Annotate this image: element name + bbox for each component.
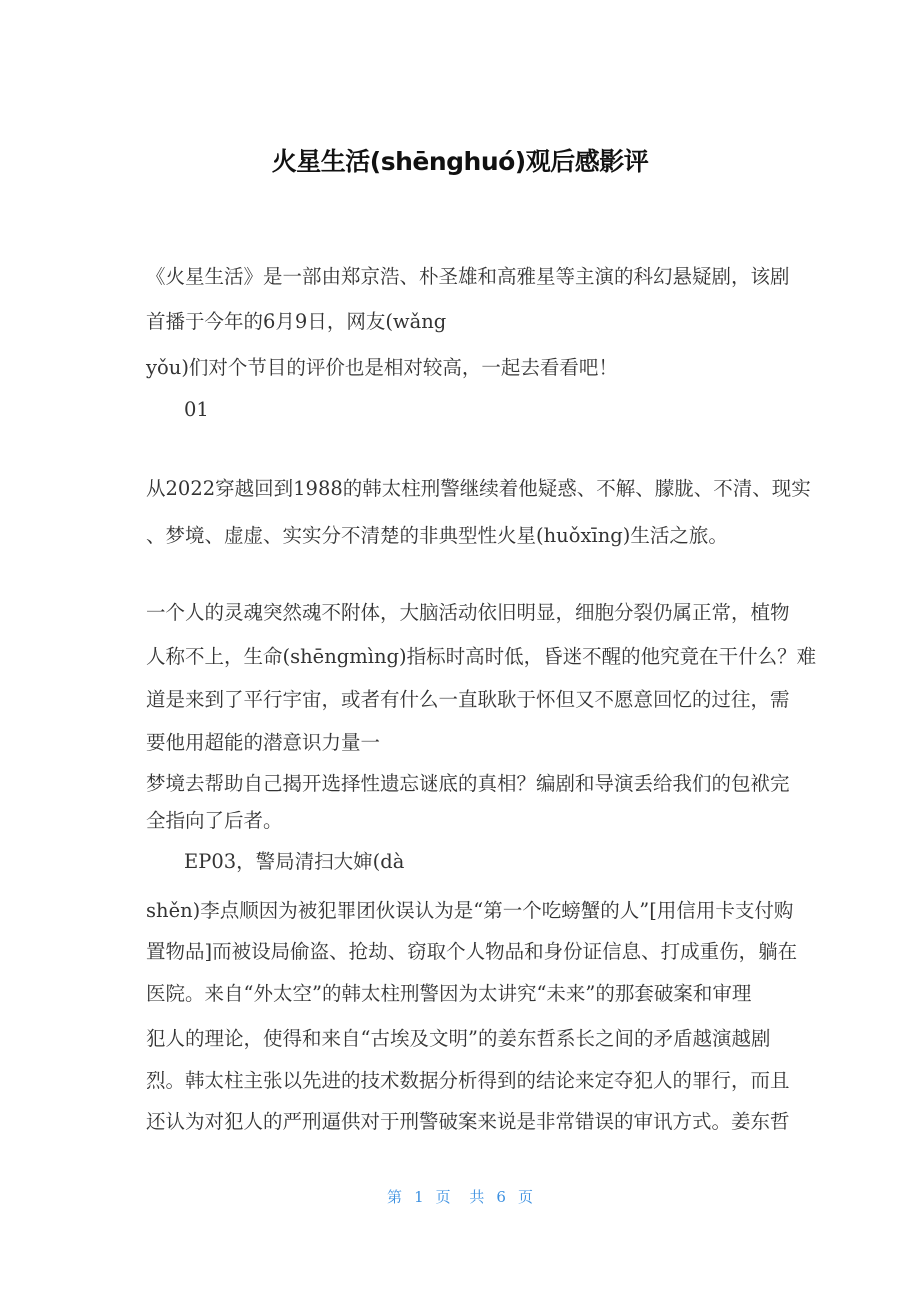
paragraph-line: 《火星生活》是一部由郑京浩、朴圣雄和高雅星等主演的科幻悬疑剧，该剧 [146, 265, 790, 288]
paragraph-line: 犯人的理论，使得和来自“古埃及文明”的姜东哲系长之间的矛盾越演越剧 [146, 1027, 771, 1050]
paragraph-line: 一个人的灵魂突然魂不附体，大脑活动依旧明显，细胞分裂仍属正常，植物 [146, 601, 790, 624]
paragraph-line: 人称不上，生命(shēngmìng)指标时高时低，昏迷不醒的他究竟在干什么？难 [146, 645, 817, 668]
document-title: 火星生活(shēnghuó)观后感影评 [271, 147, 649, 176]
paragraph-line: 烈。韩太柱主张以先进的技术数据分析得到的结论来定夺犯人的罪行，而且 [146, 1069, 790, 1092]
paragraph-line: 从2022穿越回到1988的韩太柱刑警继续着他疑惑、不解、朦胧、不清、现实 [146, 477, 811, 500]
page-footer [0, 1186, 920, 1207]
paragraph-line: 全指向了后者。 [146, 809, 283, 832]
footer-total-pages: 6 [496, 1188, 506, 1206]
paragraph-line: 医院。来自“外太空”的韩太柱刑警因为太讲究“未来”的那套破案和审理 [146, 982, 752, 1005]
paragraph-line: shěn)李点顺因为被犯罪团伙误认为是“第一个吃螃蟹的人”[用信用卡支付购 [146, 899, 794, 922]
paragraph-line: yǒu)们对个节目的评价也是相对较高，一起去看看吧！ [146, 356, 618, 379]
paragraph-line: 道是来到了平行宇宙，或者有什么一直耿耿于怀但又不愿意回忆的过往，需 [146, 688, 790, 711]
paragraph-line: 首播于今年的6月9日，网友(wǎng [146, 310, 447, 333]
paragraph-line: 01 [184, 398, 209, 421]
paragraph-line: 、梦境、虚虚、实实分不清楚的非典型性火星(huǒxīng)生活之旅。 [146, 524, 728, 547]
paragraph-line: 梦境去帮助自己揭开选择性遗忘谜底的真相？编剧和导演丢给我们的包袱完 [146, 772, 790, 795]
paragraph-line: EP03，警局清扫大婶(dà [184, 850, 405, 873]
paragraph-line: 置物品]而被设局偷盗、抢劫、窃取个人物品和身份证信息、打成重伤，躺在 [146, 940, 798, 963]
paragraph-line: 还认为对犯人的严刑逼供对于刑警破案来说是非常错误的审讯方式。姜东哲 [146, 1110, 790, 1133]
footer-mid: 页 共 [435, 1188, 485, 1206]
footer-suffix: 页 [517, 1188, 533, 1206]
paragraph-line: 要他用超能的潜意识力量一 [146, 731, 381, 754]
footer-page-number: 1 [414, 1188, 424, 1206]
footer-prefix: 第 [387, 1188, 403, 1206]
